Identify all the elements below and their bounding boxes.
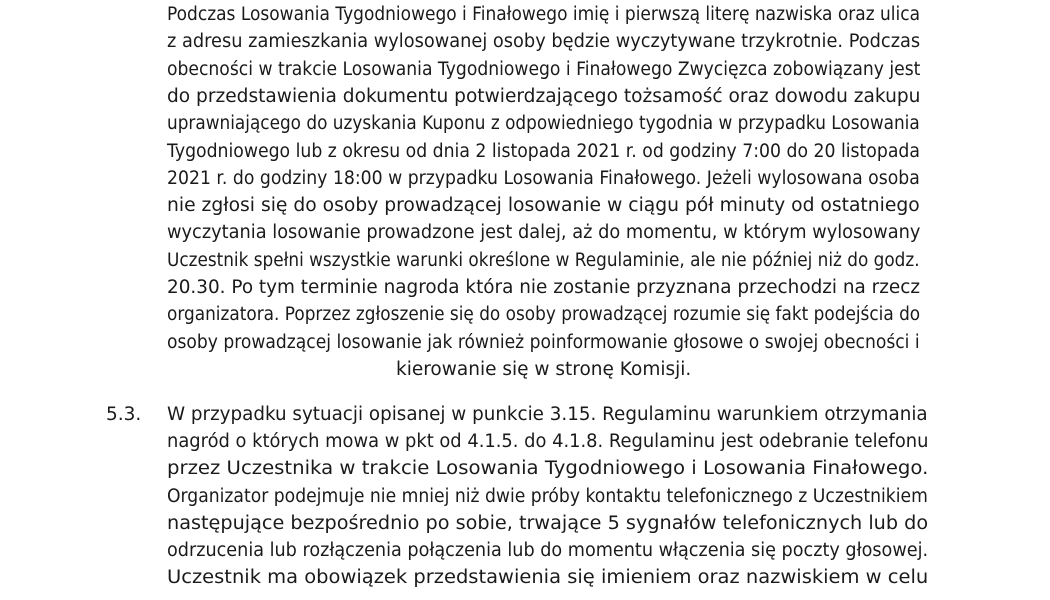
text-line: W przypadku sytuacji opisanej w punkcie 3.15. Regulaminu warunkiem otrzymania	[167, 404, 928, 425]
text-line: uprawniającego do uzyskania Kuponu z odpowiedniego tygodnia w przypadku Losowania	[167, 113, 920, 135]
text-line: osoby prowadzącej losowanie jak również poinformowanie głosowe o swojej obecności i	[167, 331, 920, 353]
text-line: z adresu zamieszkania wylosowanej osoby będzie wyczytywane trzykrotnie. Podczas	[167, 31, 921, 53]
text-line: przez Uczestnika w trakcie Losowania Tygodniowego i Losowania Finałowego.	[167, 458, 929, 480]
text-line: wyczytania losowanie prowadzone jest dalej, aż do momentu, w którym wylosowany	[167, 222, 921, 244]
text-line: organizatora. Poprzez zgłoszenie się do osoby prowadzącej rozumie się fakt podejścia do	[167, 304, 921, 326]
text-line: kierowanie się w stronę Komisji.	[396, 358, 692, 380]
text-line: Tygodniowego lub z okresu od dnia 2 listopada 2021 r. od godziny 7:00 do 20 listopada	[167, 140, 920, 162]
text-line: Uczestnik spełni wszystkie warunki określone w Regulaminie, ale nie później niż do godz.	[167, 249, 920, 271]
text-line: odrzucenia lub rozłączenia połączenia lub do momentu włączenia się poczty głosowej.	[167, 540, 929, 561]
text-line: Podczas Losowania Tygodniowego i Finałowego imię i pierwszą literę nazwiska oraz ulica	[167, 4, 921, 25]
text-line: Organizator podejmuje nie mniej niż dwie próby kontaktu telefonicznego z Uczestnikiem	[167, 485, 928, 507]
text-line: nagród o których mowa w pkt od 4.1.5. do 4.1.8. Regulaminu jest odebranie telefonu	[167, 431, 929, 453]
text-line: 2021 r. do godziny 18:00 w przypadku Losowania Finałowego. Jeżeli wylosowana osoba	[167, 167, 920, 189]
section-number: 5.3.	[106, 404, 142, 425]
text-line: 20.30. Po tym terminie nagroda która nie zostanie przyznana przechodzi na rzecz	[167, 277, 921, 298]
text-line: Uczestnik ma obowiązek przedstawienia się imieniem oraz nazwiskiem w celu	[167, 567, 929, 589]
text-line: nie zgłosi się do osoby prowadzącej losowanie w ciągu pół minuty od ostatniego	[167, 195, 920, 217]
text-line: do przedstawienia dokumentu potwierdzającego tożsamość oraz dowodu zakupu	[167, 85, 921, 107]
text-line: obecności w trakcie Losowania Tygodniowego i Finałowego Zwycięzca zobowiązany jest	[167, 58, 921, 80]
text-line: następujące bezpośrednio po sobie, trwające 5 sygnałów telefonicznych lub do	[167, 512, 929, 534]
